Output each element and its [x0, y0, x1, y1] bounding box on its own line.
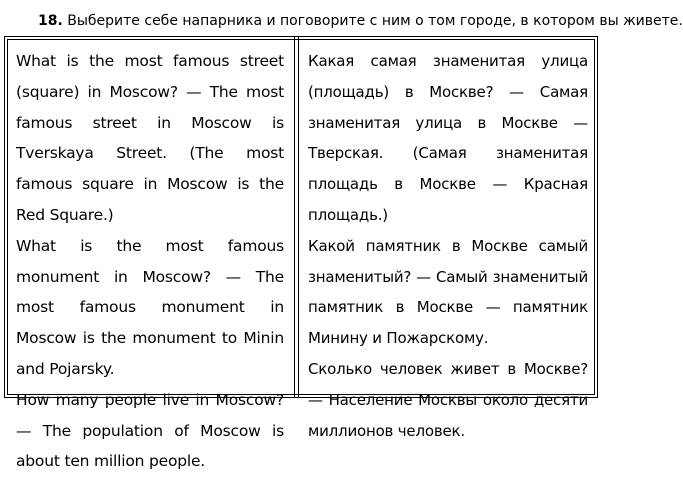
english-column	[16, 46, 284, 477]
english-dialogue-2: What is the most famous monument in Moscow? — The most famous monument in Moscow is the monument to Minin and Pojarsky.	[16, 236, 284, 378]
russian-dialogue-3: Сколько человек живет в Москве? — Население Москвы около десяти миллионов человек.	[308, 359, 588, 440]
task-number: 18.	[38, 13, 63, 29]
column-divider-right	[298, 36, 299, 398]
english-dialogue-3: How many people live in Moscow? — The population of Moscow is about ten million people.	[16, 390, 284, 471]
dialogue-table	[4, 36, 598, 471]
task-heading	[38, 12, 683, 30]
english-dialogue-1: What is the most famous street (square) in Moscow? — The most famous street in Moscow is Tverskaya Street. (The most famous square in Moscow is the Red Square.)	[16, 52, 284, 224]
russian-column	[308, 46, 588, 446]
task-text: Выберите себе напарника и поговорите с ним о том городе, в котором вы живете.	[67, 13, 683, 29]
column-divider-left	[294, 36, 295, 398]
russian-dialogue-1: Какая самая знаменитая улица (площадь) в Москве? — Самая знаменитая улица в Москве — Тверская. (Самая знаменитая площадь в Москве — Красная площадь.)	[308, 52, 588, 224]
russian-dialogue-2: Какой памятник в Москве самый знаменитый? — Самый знаменитый памятник в Москве — памятник Минину и Пожарскому.	[308, 236, 588, 348]
